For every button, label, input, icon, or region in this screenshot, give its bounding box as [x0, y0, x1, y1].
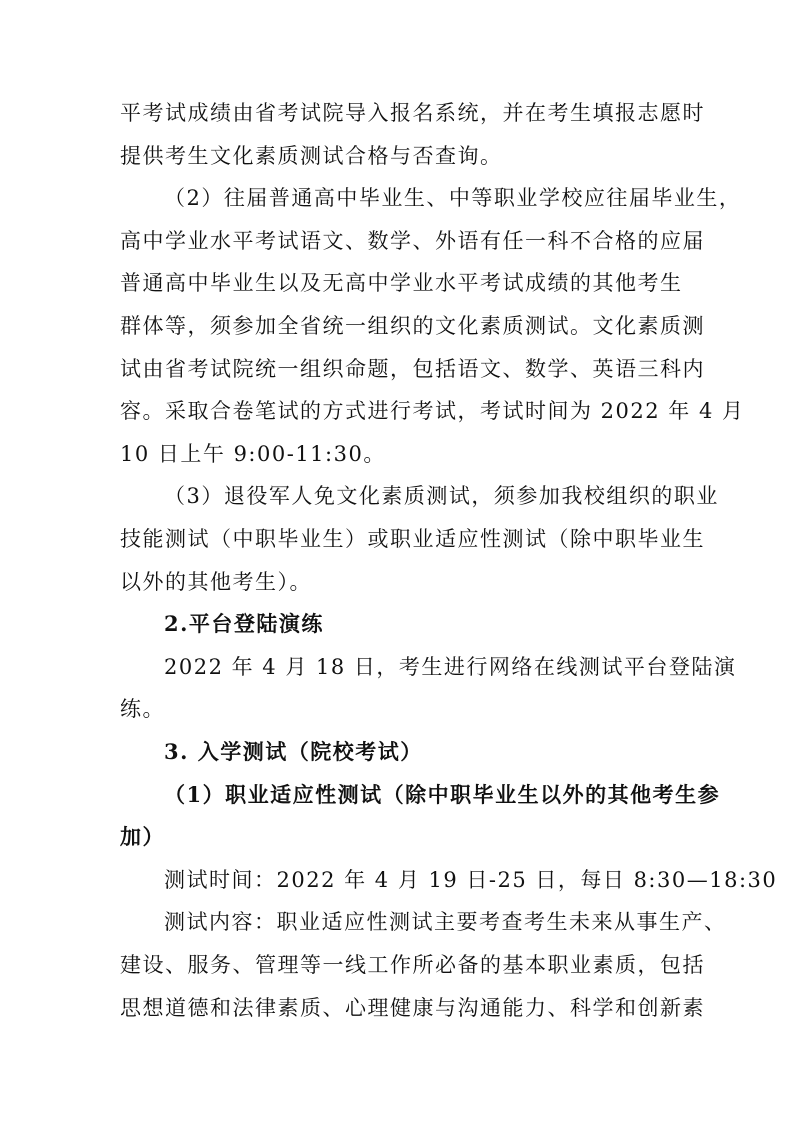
paragraph-line: 2022 年 4 月 18 日，考生进行网络在线测试平台登陆演 — [164, 655, 737, 679]
paragraph-line: 试由省考试院统一组织命题，包括语文、数学、英语三科内 — [120, 357, 705, 381]
paragraph-line: 测试内容：职业适应性测试主要考查考生未来从事生产、 — [164, 910, 727, 934]
paragraph-line: 提供考生文化素质测试合格与否查询。 — [120, 144, 503, 168]
paragraph-line: 平考试成绩由省考试院导入报名系统，并在考生填报志愿时 — [120, 101, 705, 125]
paragraph-line: 练。 — [120, 697, 165, 721]
paragraph-line: 10 日上午 9:00-11:30。 — [120, 442, 386, 466]
paragraph-line: 普通高中毕业生以及无高中学业水平考试成绩的其他考生 — [120, 271, 683, 295]
paragraph-line: 容。采取合卷笔试的方式进行考试，考试时间为 2022 年 4 月 — [120, 399, 745, 423]
paragraph-line: 思想道德和法律素质、心理健康与沟通能力、科学和创新素 — [120, 996, 705, 1020]
paragraph-line: 高中学业水平考试语文、数学、外语有任一科不合格的应届 — [120, 229, 705, 253]
paragraph-line: （3）退役军人免文化素质测试，须参加我校组织的职业 — [164, 484, 719, 508]
paragraph-line: （2）往届普通高中毕业生、中等职业学校应往届毕业生， — [164, 186, 742, 210]
subsection-heading: 加） — [120, 824, 165, 849]
paragraph-line: 测试时间：2022 年 4 月 19 日-25 日，每日 8:30—18:30 — [164, 868, 778, 892]
paragraph-line: 建设、服务、管理等一线工作所必备的基本职业素质，包括 — [120, 953, 705, 977]
section-heading: 2.平台登陆演练 — [164, 611, 324, 636]
paragraph-line: 技能测试（中职毕业生）或职业适应性测试（除中职毕业生 — [120, 527, 705, 551]
paragraph-line: 以外的其他考生）。 — [120, 570, 312, 594]
section-heading: 3. 入学测试（院校考试） — [164, 739, 423, 764]
subsection-heading: （1）职业适应性测试（除中职毕业生以外的其他考生参 — [164, 782, 721, 807]
paragraph-line: 群体等，须参加全省统一组织的文化素质测试。文化素质测 — [120, 314, 705, 338]
